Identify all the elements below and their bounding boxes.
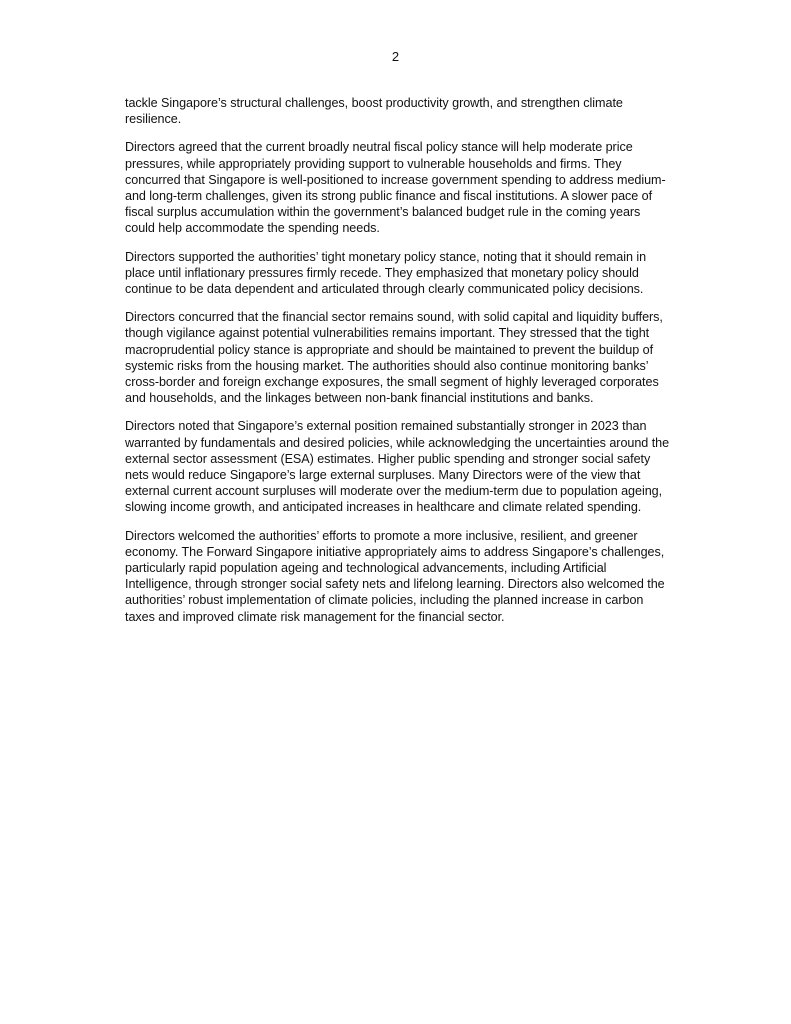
paragraph-continuation: tackle Singapore’s structural challenges, boost productivity growth, and strengthen climate resilience. (125, 96, 623, 127)
paragraph-fiscal-policy: Directors agreed that the current broadly neutral fiscal policy stance will help moderate price pressures, while appropriately providing support to vulnerable households and firms. They concurred that Singapore is well-positioned to increase government spending to address medium- and long-term challenges, given its strong public finance and fiscal institutions. A slower pace of fiscal surplus accumulation within the government’s balanced budget rule in the coming years could help accommodate the spending needs. (125, 140, 666, 236)
paragraph-monetary-policy: Directors supported the authorities’ tight monetary policy stance, noting that it should remain in place until inflationary pressures firmly recede. They emphasized that monetary policy should continue to be data dependent and articulated through clearly communicated policy decisions. (125, 249, 647, 297)
paragraph-external-position: Directors noted that Singapore’s external position remained substantially stronger in 2023 than warranted by fundamentals and desired policies, while acknowledging the uncertainties around the external sector assessment (ESA) estimates. Higher public spending and stronger social safety nets would reduce Singapore’s large external surpluses. Many Directors were of the view that external current account surpluses will moderate over the medium-term due to population ageing, slowing income growth, and anticipated increases in healthcare and climate related spending. (125, 419, 670, 515)
paragraph-inclusive-economy: Directors welcomed the authorities’ efforts to promote a more inclusive, resilient, and greener economy. The Forward Singapore initiative appropriately aims to address Singapore’s challenges, particularly rapid population ageing and technological advancements, including Artificial Intelligence, through stronger social safety nets and lifelong learning. Directors also welcomed the authorities’ robust implementation of climate policies, including the planned increase in carbon taxes and improved climate risk management for the financial sector. (125, 528, 665, 624)
body-text (125, 95, 670, 637)
page-number: 2 (391, 49, 400, 64)
paragraph-financial-sector: Directors concurred that the financial sector remains sound, with solid capital and liquidity buffers, though vigilance against potential vulnerabilities remains important. They stressed that the tight macroprudential policy stance is appropriate and should be maintained to prevent the buildup of systemic risks from the housing market. The authorities should also continue monitoring banks’ cross-border and foreign exchange exposures, the small segment of highly leveraged corporates and households, and the linkages between non-bank financial institutions and banks. (125, 310, 663, 406)
